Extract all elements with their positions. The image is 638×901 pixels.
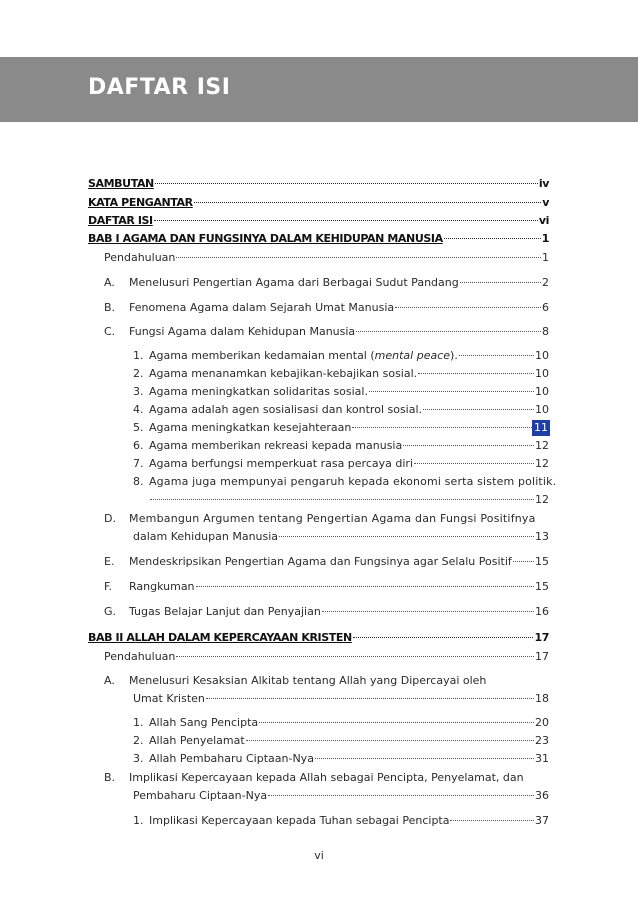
toc-entry-a1[interactable] [133,716,549,730]
toc-entry-c4[interactable] [133,403,549,417]
toc-entry-label: Umat Kristen [133,692,205,705]
toc-page-number-highlighted: 11 [534,421,548,434]
toc-entry-number: D. [104,512,116,525]
toc-entry-label: Agama meningkatkan solidaritas sosial. [149,385,368,398]
toc-entry-a3[interactable] [133,752,549,766]
toc-entry-b2-b[interactable] [104,771,524,785]
toc-page-number: 12 [535,439,549,452]
toc-page-number: 10 [535,349,549,362]
toc-page-number: 6 [542,301,549,314]
toc-entry-number: 2. [133,367,144,380]
dot-leader [196,586,534,587]
footer-page-number: vi [314,849,324,862]
toc-page-number: 17 [534,631,549,644]
toc-page-number: iv [538,177,549,190]
toc-page-number: 1 [541,232,549,245]
toc-entry-label: Agama memberikan kedamaian mental (mental peace). [149,349,458,362]
toc-entry-c8[interactable] [133,475,556,489]
toc-entry-label: dalam Kehidupan Manusia [133,530,279,543]
toc-entry-label: Agama meningkatkan kesejahteraan [149,421,352,434]
toc-entry-b1-d[interactable] [104,512,536,526]
toc-entry-label: Pembaharu Ciptaan-Nya [133,789,268,802]
toc-page-number: 15 [535,580,549,593]
toc-entry-number: E. [104,555,115,568]
toc-entry-label: Mendeskripsikan Pengertian Agama dan Fungsinya agar Selalu Positif [129,555,512,568]
dot-leader [315,758,534,759]
toc-entry-number: 7. [133,457,144,470]
dot-leader [423,409,534,410]
toc-entry-label: Allah Penyelamat [149,734,245,747]
toc-entry-label: Agama menanamkan kebajikan-kebajikan sosial. [149,367,418,380]
toc-entry-number: 3. [133,385,144,398]
toc-entry-label: Fenomena Agama dalam Sejarah Umat Manusia [129,301,395,314]
toc-entry-label: Menelusuri Pengertian Agama dari Berbagai Sudut Pandang [129,276,459,289]
toc-entry-b2-a[interactable] [104,674,486,688]
toc-entry-number: 1. [133,814,144,827]
toc-entry-b1-f[interactable] [104,580,549,594]
toc-entry-b1-d-continuation[interactable] [133,530,549,544]
dot-leader [268,795,534,796]
toc-page-number: 15 [535,555,549,568]
toc-entry-label: Agama memberikan rekreasi kepada manusia [149,439,403,452]
dot-leader [155,183,538,184]
toc-entry-label: Agama berfungsi memperkuat rasa percaya diri [149,457,413,470]
toc-entry-c8-continuation[interactable] [149,493,549,507]
toc-entry-label: Pendahuluan [104,650,176,663]
dot-leader [444,238,541,239]
header-banner [0,57,638,122]
dot-leader [150,499,534,500]
toc-entry-b1-pendahuluan[interactable] [104,251,549,265]
dot-leader [246,740,534,741]
toc-entry-kata-pengantar[interactable] [88,196,549,210]
toc-entry-b1-a[interactable] [104,276,549,290]
toc-entry-c5[interactable] [133,421,549,435]
toc-page-number: 12 [535,457,549,470]
toc-entry-label: Agama adalah agen sosialisasi dan kontrol sosial. [149,403,423,416]
toc-entry-number: A. [104,276,115,289]
toc-entry-label: SAMBUTAN [88,177,154,190]
dot-leader [369,391,534,392]
toc-entry-b1-g[interactable] [104,605,549,619]
toc-entry-label: Allah Pembaharu Ciptaan-Nya [149,752,314,765]
toc-page-number: 31 [535,752,549,765]
dot-leader [154,220,538,221]
toc-page-number: vi [538,214,549,227]
toc-page-number: 10 [535,385,549,398]
toc-page-number: 17 [535,650,549,663]
toc-page-number: 13 [535,530,549,543]
dot-leader [414,463,534,464]
toc-entry-daftar-isi[interactable] [88,214,549,228]
toc-entry-label: DAFTAR ISI [88,214,153,227]
toc-page-number: 10 [535,403,549,416]
toc-entry-label: Implikasi Kepercayaan kepada Allah sebagai Pencipta, Penyelamat, dan [129,771,524,784]
toc-entry-label: KATA PENGANTAR [88,196,193,209]
toc-page-number: 37 [535,814,549,827]
toc-entry-bab-1[interactable] [88,232,549,246]
toc-entry-label: Implikasi Kepercayaan kepada Tuhan sebagai Pencipta [149,814,450,827]
toc-entry-number: F. [104,580,113,593]
toc-page-number: 2 [542,276,549,289]
toc-page-number: 20 [535,716,549,729]
dot-leader [176,656,534,657]
toc-entry-b1-e[interactable] [104,555,549,569]
dot-leader [513,561,534,562]
toc-entry-number: 1. [133,716,144,729]
dot-leader [206,698,534,699]
toc-entry-c7[interactable] [133,457,549,471]
toc-entry-label: Menelusuri Kesaksian Alkitab tentang Allah yang Dipercayai oleh [129,674,487,687]
toc-entry-number: 1. [133,349,144,362]
toc-entry-sambutan[interactable] [88,177,549,191]
dot-leader [279,536,534,537]
dot-leader [356,331,541,332]
toc-entry-number: B. [104,301,116,314]
dot-leader [403,445,534,446]
toc-entry-label: Fungsi Agama dalam Kehidupan Manusia [129,325,356,338]
toc-page-number: 8 [542,325,549,338]
toc-page-number: 18 [535,692,549,705]
dot-leader [450,820,534,821]
toc-entry-bab-2[interactable] [88,631,549,645]
toc-entry-c3[interactable] [133,385,549,399]
dot-leader [194,202,541,203]
dot-leader [418,373,534,374]
toc-page-number: 1 [542,251,549,264]
toc-entry-b2-pendahuluan[interactable] [104,650,549,664]
toc-entry-number: C. [104,325,116,338]
toc-entry-label: BAB II ALLAH DALAM KEPERCAYAAN KRISTEN [88,631,352,644]
dot-leader [176,257,541,258]
toc-entry-bb1[interactable] [133,814,549,828]
dot-leader [352,427,532,428]
toc-page-number: 16 [535,605,549,618]
toc-entry-number: 5. [133,421,144,434]
toc-entry-b1-c[interactable] [104,325,549,339]
toc-entry-label: Membangun Argumen tentang Pengertian Agama dan Fungsi Positifnya [129,512,536,525]
toc-entry-c6[interactable] [133,439,549,453]
toc-entry-a2[interactable] [133,734,549,748]
toc-entry-number: 6. [133,439,144,452]
toc-entry-number: B. [104,771,116,784]
toc-entry-number: 8. [133,475,144,488]
toc-entry-b2-b-continuation[interactable] [133,789,549,803]
dot-leader [259,722,534,723]
toc-page-number: v [542,196,549,209]
toc-entry-label: Tugas Belajar Lanjut dan Penyajian [129,605,321,618]
toc-entry-c2[interactable] [133,367,549,381]
toc-page-number: 12 [535,493,549,506]
toc-entry-number: 4. [133,403,144,416]
dot-leader [322,611,534,612]
toc-entry-number: 3. [133,752,144,765]
toc-entry-number: 2. [133,734,144,747]
dot-leader [460,282,541,283]
toc-page-number: 23 [535,734,549,747]
page-title: DAFTAR ISI [88,75,231,100]
toc-entry-number: A. [104,674,115,687]
toc-page-number: 36 [535,789,549,802]
toc-entry-b2-a-continuation[interactable] [133,692,549,706]
toc-entry-c1[interactable] [133,349,549,363]
toc-entry-label: Agama juga mempunyai pengaruh kepada ekonomi serta sistem politik. [149,475,557,488]
dot-leader [459,355,534,356]
toc-entry-number: G. [104,605,117,618]
toc-entry-label: BAB I AGAMA DAN FUNGSINYA DALAM KEHIDUPAN MANUSIA [88,232,443,245]
toc-entry-b1-b[interactable] [104,301,549,315]
toc-entry-label: Allah Sang Pencipta [149,716,259,729]
toc-entry-label: Pendahuluan [104,251,176,264]
toc-page-number: 10 [535,367,549,380]
dot-leader [353,637,534,638]
dot-leader [395,307,541,308]
toc-entry-label: Rangkuman [129,580,195,593]
